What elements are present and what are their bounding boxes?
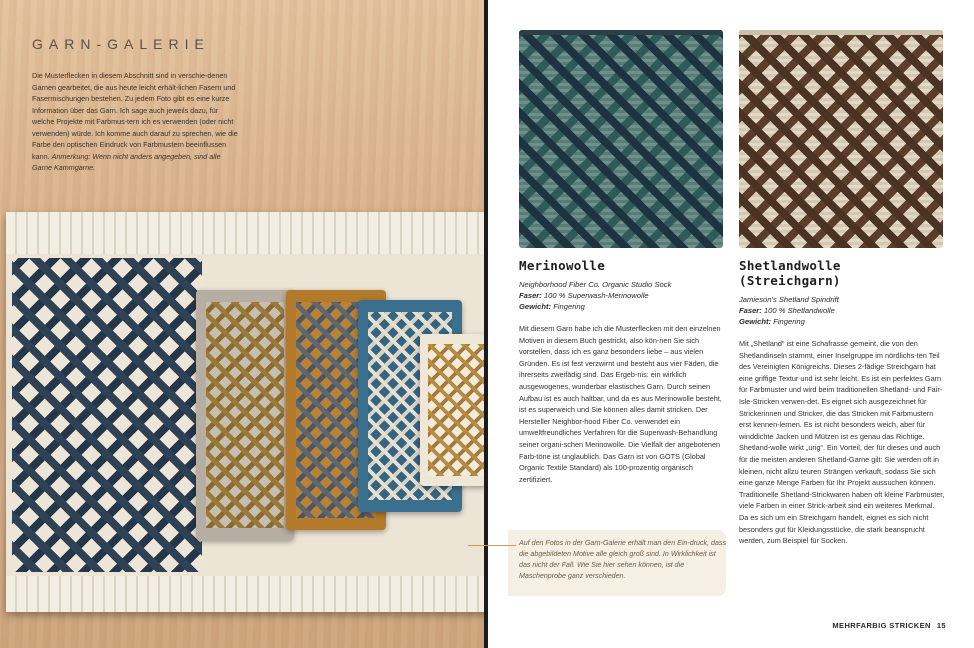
swatch-motif — [12, 258, 202, 572]
merino-specs — [519, 279, 725, 312]
page-footer — [832, 621, 946, 630]
merino-fiber-label: Faser: — [519, 291, 542, 300]
shetland-fiber: 100 % Shetlandwolle — [763, 306, 835, 315]
photo-shetland-swatch — [739, 30, 943, 248]
callout-pointer-line — [468, 545, 516, 546]
merino-body: Mit diesem Garn habe ich die Musterflecken mit den einzelnen Motiven in diesem Buch gestrickt, also kön-nen Sie sich vorstellen, dass ich es ganz besonders liebe – aus vielen Gründen. Es ist fest verzwirnt und besteht aus vier Fäden, die ihrerseits zweifädig sind. Das Ergeb-nis: ein wirklich ausgewogenes, wunderbar elastisches Garn. Durch seinen Aufbau ist es auch haltbar, und da es aus Merinowolle besteht, ist es superweich und Sie können alles damit stricken. Der Hersteller Neighbor-hood Fiber Co. verwendet ein umweltfreundliches Verfahren für die Superwash-Behandlung seiner organi-schen Merinowolle. Die Vielfalt der angebotenen Farb-töne ist unglaublich. Das Garn ist von GOTS (Global Organic Textile Standard) als 100-prozentig organisch zertifiziert. — [519, 324, 722, 484]
swatch-ribbing-bottom — [6, 576, 486, 612]
shetland-maker: Jamieson's Shetland Spindrift — [739, 295, 839, 304]
photo-swatch-cream — [420, 334, 486, 486]
photo-merino-swatch — [519, 30, 723, 248]
page-number: 15 — [936, 621, 946, 630]
merino-section — [519, 258, 725, 485]
merino-maker: Neighborhood Fiber Co. Organic Studio Sock — [519, 280, 672, 289]
photo-swatch-grey — [196, 290, 294, 540]
left-page — [0, 0, 486, 648]
shetland-title: Shetlandwolle (Streichgarn) — [739, 258, 841, 288]
shetland-weight: Fingering — [773, 317, 805, 326]
merino-weight: Fingering — [553, 302, 585, 311]
callout-box — [508, 530, 726, 596]
right-page — [488, 0, 974, 648]
shetland-fiber-label: Faser: — [739, 306, 762, 315]
footer-section: MEHRFARBIG STRICKEN — [832, 621, 931, 630]
intro-paragraph: Die Musterflecken in diesem Abschnitt sind in verschie-denen Garnen gearbeitet, die aus heute leicht erhält-lichen Fasern und Fasermischungen bestehen. Zu jedem Foto gibt es eine kurze Information über das Garn. Ich sage auch jeweils dazu, für welche Projekte mit Farbmus-tern ich es verwenden (oder nicht verwenden) würde. Ich komme auch darauf zu sprechen, wie die Farbe den optischen Eindruck von Farbmustern beeinflussen kann. — [32, 71, 238, 161]
swatch-ribbing-top — [6, 212, 486, 254]
merino-title: Merinowolle — [519, 258, 606, 273]
merino-fiber: 100 % Superwash-Merinowolle — [543, 291, 649, 300]
shetland-body: Mit „Shetland“ ist eine Schafrasse gemeint, die von den Shetlandinseln stammt, einer Inselgruppe im nördlichs-ten Teil des Vereinigten Königreichs. Dieses 2-fädige Streichgarn hat eine griffige Textur und ist sehr leicht. Es ist ein perfektes Garn für Farbmuster und wird beim traditionellen Shetland- und Fair-Isle-Stricken verwen-det. Es eignet sich ausgezeichnet für Strickerinnen und Stricker, die das Stricken mit Farbmustern erst kennen-lernen. Es ist nicht besonders weich, aber für winddichte Jacken und Mützen ist es genau das Richtige. Shetland-wolle wirkt „urig“. Ein Vorteil, der für dieses und auch für die meisten anderen Shetland-Garne gilt: Sie werden oft in kleinen, nicht allzu teuren Strängen verkauft, sodass Sie sich eine ganze Menge Farben für Ihr Projekt aussuchen können. Traditionelle Shetland-Strickwaren haben oft kleine Farbmuster, viele Farben in einer Strick-arbeit sind ein weiteres Merkmal. Da es sich um ein Streichgarn handelt, eignet es sich nicht besonders gut für Kleidungsstücke, die stark beansprucht werden, zum Beispiel für Socken. — [739, 339, 945, 546]
intro-text — [32, 70, 240, 174]
shetland-section — [739, 258, 945, 547]
page-title: GARN-GALERIE — [32, 36, 210, 52]
shetland-weight-label: Gewicht: — [739, 317, 772, 326]
callout-text: Auf den Fotos in der Garn-Galerie erhält man den Ein-druck, dass die abgebildeten Motive alle gleich groß sind. In Wirklichkeit ist das nicht der Fall. Wie Sie hier sehen können, ist die Maschenprobe ganz verschieden. — [519, 539, 727, 580]
shetland-specs — [739, 294, 945, 327]
intro-note: Anmerkung: Wenn nicht anders angegeben, sind alle Garne Kammgarne. — [32, 151, 221, 172]
merino-weight-label: Gewicht: — [519, 302, 552, 311]
